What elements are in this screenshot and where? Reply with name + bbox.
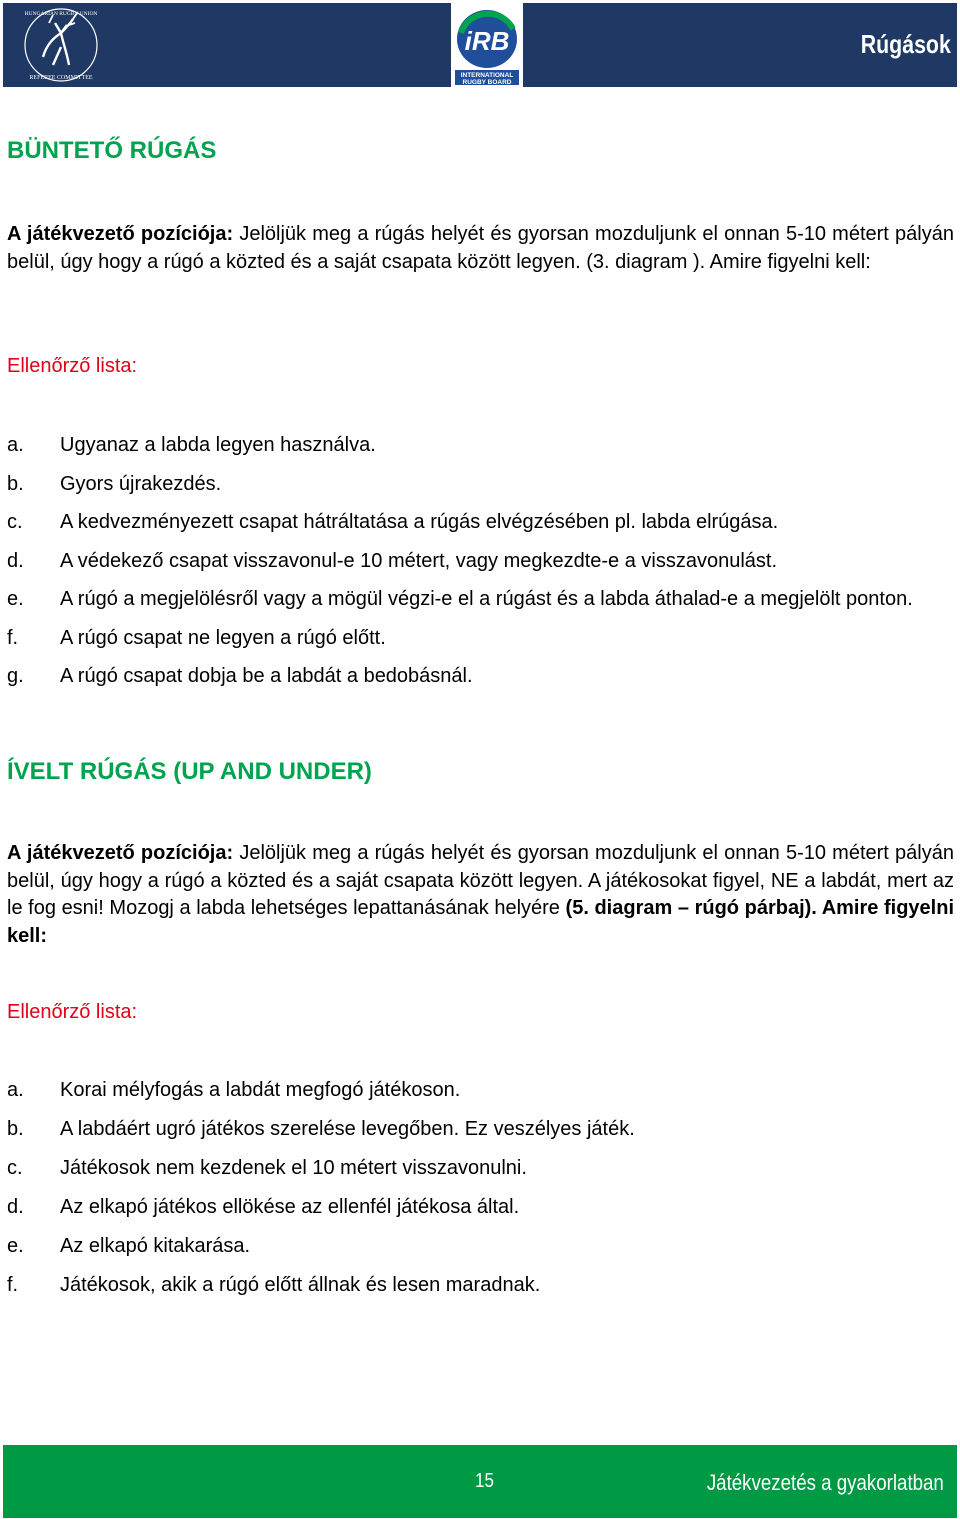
list-item-text: Gyors újrakezdés.: [60, 472, 222, 495]
list-item-text: A védekező csapat visszavonul-e 10 métert, vagy megkezdte-e a visszavonulást.: [60, 549, 778, 572]
svg-text:REFEREE COMMITTEE: REFEREE COMMITTEE: [29, 75, 93, 81]
section2-referee-position-paragraph: [7, 840, 954, 950]
list-item-text: Játékosok, akik a rúgó előtt állnak és lesen maradnak.: [60, 1274, 541, 1296]
list-item-text: A labdáért ugró játékos szerelése levegőben. Ez veszélyes játék.: [60, 1118, 635, 1140]
page-number: 15: [475, 1470, 494, 1492]
checklist-label: Ellenőrző lista:: [7, 355, 138, 377]
list-item-text: A rúgó csapat dobja be a labdát a bedobásnál.: [60, 665, 473, 687]
list-item-text: Az elkapó játékos ellökése az ellenfél játékosa által.: [60, 1196, 520, 1218]
svg-text:INTERNATIONAL: INTERNATIONAL: [460, 72, 514, 79]
list-item-letter: a.: [7, 1079, 24, 1101]
referee-position-text: Jelöljük meg a rúgás helyét és gyorsan mozduljunk el onnan 5-10 métert pályán belül, úgy hogy a rúgó a közted és a saját csapata között legyen. (3. diagram ). Amire figyelni kell:: [7, 223, 954, 273]
section-heading-up-and-under: ÍVELT RÚGÁS (UP AND UNDER): [7, 758, 372, 785]
page-footer: [3, 1445, 957, 1518]
list-item: [7, 1116, 954, 1144]
list-item-text: Korai mélyfogás a labdát megfogó játékoson.: [60, 1079, 461, 1101]
list-item: [7, 1077, 954, 1105]
section1-checklist: [7, 432, 954, 691]
referee-position-label: A játékvezető pozíciója:: [7, 842, 234, 864]
list-item-letter: f.: [7, 1274, 19, 1296]
referee-position-label: A játékvezető pozíciója:: [7, 223, 234, 245]
list-item-letter: f.: [7, 626, 19, 649]
list-item-letter: g.: [7, 665, 24, 687]
list-item-letter: d.: [7, 1196, 24, 1218]
list-item: [7, 1272, 954, 1300]
section2-checklist: [7, 1077, 954, 1300]
list-item-letter: a.: [7, 434, 24, 456]
list-item: [7, 1155, 954, 1183]
list-item: [7, 1233, 954, 1261]
list-item: [7, 432, 954, 460]
list-item-letter: d.: [7, 549, 24, 572]
referee-position-text: Jelöljük meg a rúgás helyét és gyorsan mozduljunk el onnan 5-10 métert pályán belül, úgy hogy a rúgó a közted és a saját csapata között legyen. A játékosokat figyel, NE a labdát, mert az le fog esni! Mozogj a labda lehetséges lepattanásának helyére: [7, 842, 954, 919]
list-item: [7, 548, 954, 576]
list-item: [7, 509, 954, 537]
irb-logo: [451, 3, 523, 87]
list-item-text: Ugyanaz a labda legyen használva.: [60, 434, 376, 456]
section1-referee-position-paragraph: [7, 221, 954, 276]
footer-title: Játékvezetés a gyakorlatban: [706, 1470, 944, 1495]
list-item: [7, 471, 954, 499]
list-item-text: Az elkapó kitakarása.: [60, 1235, 251, 1257]
checklist-label: Ellenőrző lista:: [7, 1001, 138, 1023]
list-item: [7, 625, 954, 653]
list-item: [7, 1194, 954, 1222]
list-item: [7, 663, 954, 691]
referee-position-bold-end: (5. diagram – rúgó párbaj). Amire figyelni kell:: [7, 897, 955, 947]
svg-text:RUGBY BOARD: RUGBY BOARD: [462, 79, 512, 86]
page-header: [3, 3, 957, 87]
hungarian-rugby-union-logo: [3, 3, 123, 87]
section-heading-penalty-kick: BÜNTETŐ RÚGÁS: [7, 137, 217, 164]
list-item: [7, 586, 954, 614]
list-item-letter: c.: [7, 511, 23, 533]
svg-text:HUNGARIAN RUGBY UNION: HUNGARIAN RUGBY UNION: [24, 11, 98, 17]
list-item-letter: e.: [7, 1235, 24, 1257]
list-item-text: Játékosok nem kezdenek el 10 métert visszavonulni.: [60, 1157, 527, 1179]
list-item-letter: c.: [7, 1157, 23, 1179]
list-item-letter: b.: [7, 472, 24, 495]
list-item-text: A rúgó csapat ne legyen a rúgó előtt.: [60, 626, 386, 649]
list-item-letter: e.: [7, 588, 24, 610]
list-item-letter: b.: [7, 1118, 24, 1140]
list-item-text: A kedvezményezett csapat hátráltatása a rúgás elvégzésében pl. labda elrúgása.: [60, 511, 779, 533]
svg-text:iRB: iRB: [464, 26, 510, 56]
list-item-text: A rúgó a megjelölésről vagy a mögül végzi-e el a rúgást és a labda áthalad-e a megjelölt ponton.: [60, 588, 913, 610]
header-title: Rúgások: [860, 29, 951, 59]
